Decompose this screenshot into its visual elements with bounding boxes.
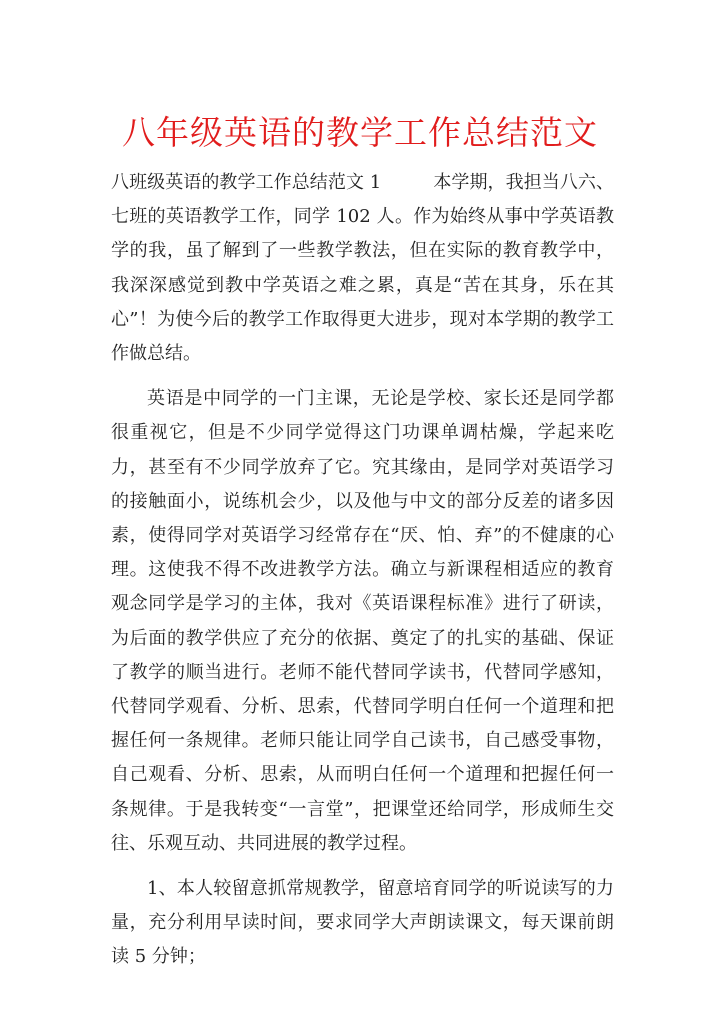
paragraph-1-text: 本学期，我担当八六、七班的英语教学工作，同学 102 人。作为始终从事中学英语教学的我，虽了解到了一些教学教法，但在实际的教育教学中，我深深感觉到教中学英语之难之累，真是“苦在其身，乐在其心”！为使今后的教学工作取得更大进步，现对本学期的教学工作做总结。 (111, 172, 614, 365)
document-body (111, 166, 614, 986)
paragraph-2: 英语是中同学的一门主课，无论是学校、家长还是同学都很重视它，但是不少同学觉得这门功课单调枯燥，学起来吃力，甚至有不少同学放弃了它。究其缘由，是同学对英语学习的接触面小，说练机会少，以及他与中文的部分反差的诸多因素，使得同学对英语学习经常存在“厌、怕、弃”的不健康的心理。这使我不得不改进教学方法。确立与新课程相适应的教育观念同学是学习的主体，我对《英语课程标准》进行了研读，为后面的教学供应了充分的依据、奠定了的扎实的基础、保证了教学的顺当进行。老师不能代替同学读书，代替同学感知，代替同学观看、分析、思索，代替同学明白任何一个道理和把握任何一条规律。老师只能让同学自己读书，自己感受事物，自己观看、分析、思索，从而明白任何一个道理和把握任何一条规律。于是我转变“一言堂”，把课堂还给同学，形成师生交往、乐观互动、共同进展的教学过程。 (111, 388, 614, 854)
paragraph-3: 1、本人较留意抓常规教学，留意培育同学的听说读写的力量，充分利用早读时间，要求同学大声朗读课文，每天课前朗读 5 分钟； (111, 878, 614, 968)
paragraph-1 (111, 166, 614, 371)
document-title: 八年级英语的教学工作总结范文 (122, 113, 598, 152)
section-heading: 八班级英语的教学工作总结范文 1 (111, 172, 382, 193)
